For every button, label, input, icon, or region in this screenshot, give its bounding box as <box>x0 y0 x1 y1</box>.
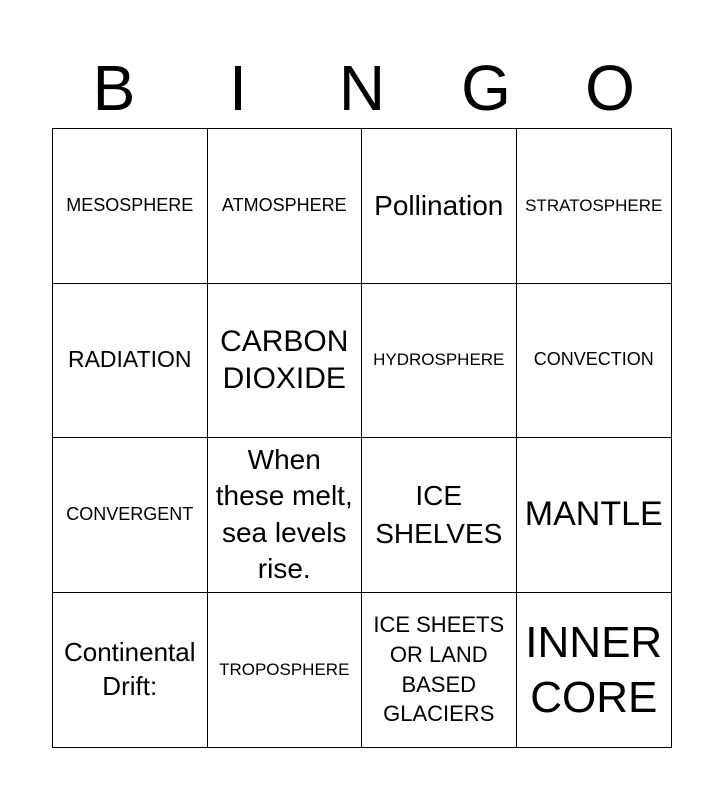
cell-text: ICE SHEETS OR LAND BASED GLACIERS <box>373 612 505 727</box>
header-letter-n: N <box>338 52 386 124</box>
bingo-cell[interactable] <box>362 438 517 593</box>
cell-text: ICE SHELVES <box>375 479 503 549</box>
bingo-board <box>52 128 672 748</box>
cell-text: INNER CORE <box>525 617 663 722</box>
header-letter-g: G <box>461 52 511 124</box>
bingo-cell[interactable] <box>53 284 208 439</box>
header-letter-o: O <box>585 52 635 124</box>
cell-text: RADIATION <box>67 346 192 373</box>
bingo-cell[interactable] <box>517 284 672 439</box>
bingo-cell[interactable] <box>208 284 363 439</box>
cell-text: Pollination <box>374 189 504 221</box>
bingo-cell[interactable] <box>362 284 517 439</box>
bingo-cell[interactable] <box>362 129 517 284</box>
cell-text: HYDROSPHERE <box>373 350 505 370</box>
bingo-cell[interactable] <box>517 593 672 748</box>
bingo-cell[interactable] <box>362 593 517 748</box>
cell-text: When these melt, sea levels rise. <box>215 443 353 585</box>
cell-text: CONVERGENT <box>66 503 194 524</box>
bingo-cell[interactable] <box>53 593 208 748</box>
cell-text: MANTLE <box>524 495 663 534</box>
cell-text: CARBON DIOXIDE <box>220 324 349 396</box>
bingo-cell[interactable] <box>517 438 672 593</box>
cell-text: TROPOSPHERE <box>219 659 350 679</box>
bingo-cell[interactable] <box>208 438 363 593</box>
cell-text: MESOSPHERE <box>66 194 194 215</box>
bingo-cell[interactable] <box>208 129 363 284</box>
bingo-header <box>52 48 672 128</box>
cell-text: STRATOSPHERE <box>525 195 663 215</box>
bingo-cell[interactable] <box>53 129 208 284</box>
cell-text: ATMOSPHERE <box>221 194 347 215</box>
header-letter-b: B <box>92 52 136 124</box>
cell-text: CONVECTION <box>533 349 654 370</box>
bingo-cell[interactable] <box>517 129 672 284</box>
cell-text: Continental Drift: <box>63 636 196 701</box>
header-letter-i: I <box>229 52 247 124</box>
bingo-cell[interactable] <box>53 438 208 593</box>
bingo-cell[interactable] <box>208 593 363 748</box>
